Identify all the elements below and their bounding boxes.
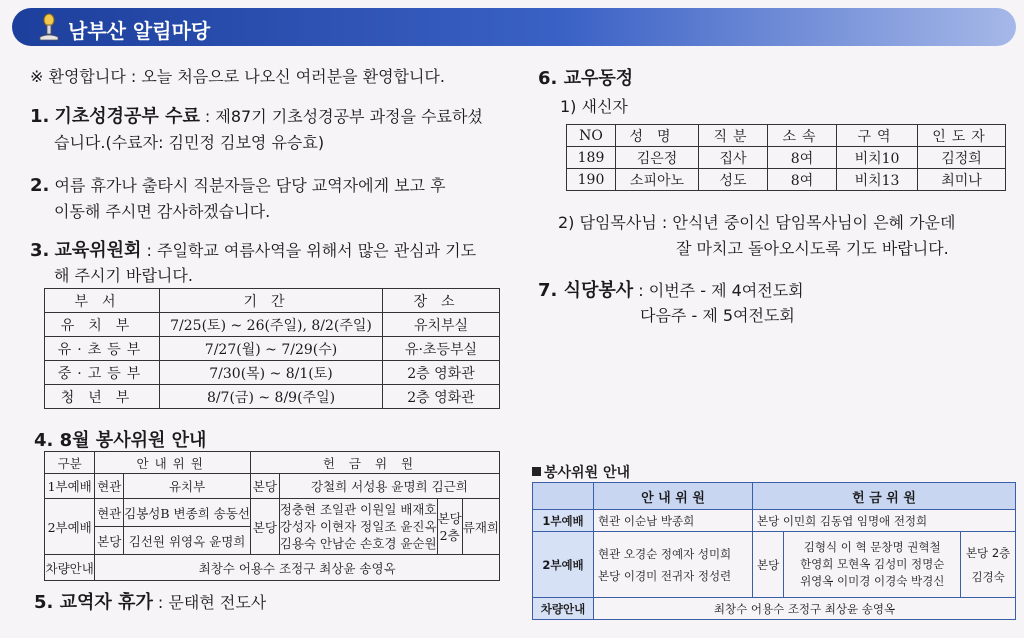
item6b-line1: [558, 210, 955, 236]
item2-text: 여름 휴가나 출타시 직분자들은 담당 교역자에게 보고 후: [54, 176, 446, 195]
item2-line2: 이동해 주시면 감사하겠습니다.: [54, 202, 271, 221]
table-header-row: 부서 기간 장소: [45, 289, 500, 313]
item3-title: 교육위원회: [54, 240, 142, 261]
item7-title: 7. 식당봉사: [538, 280, 634, 301]
table-row: 중·고등부 7/30(목) ~ 8/1(토) 2층 영화관: [45, 361, 500, 385]
item3-line1: [30, 238, 476, 264]
new-members-label: 1) 새신자: [560, 97, 628, 116]
item6b-line2: 잘 마치고 돌아오시도록 기도 바랍니다.: [676, 239, 949, 258]
table-row: 청년부 8/7(금) ~ 8/9(주일) 2층 영화관: [45, 385, 500, 409]
table-header-row: 구분 안내위원 헌금위원: [45, 452, 500, 474]
item1-number: 1.: [30, 106, 50, 127]
table-row: 유치부 7/25(토) ~ 26(주일), 8/2(주일) 유치부실: [45, 313, 500, 337]
table-row: 차량안내 최창수 어용수 조정구 최상윤 송영옥: [533, 598, 1016, 620]
table-row: 1부예배 현관 유치부 본당 강철희 서성용 윤명희 김근희: [45, 474, 500, 499]
item7-line1: [538, 278, 804, 304]
item3-text: : 주일학교 여름사역을 위해서 많은 관심과 기도: [141, 241, 477, 260]
item7-text: : 이번주 - 제 4여전도회: [633, 281, 804, 300]
item1-text: : 제87기 기초성경공부 과정을 수료하셨: [199, 107, 483, 126]
table-row: 2부예배 현관 김봉성B 변종희 송동선 본당 정충현 조일관 이원일 배재호 강성자 이현자 정일조 윤진옥 김용숙 안남순 손호경 윤순원 본당 2층 류재희: [45, 499, 500, 527]
item5-text: : 문태현 전도사: [152, 593, 267, 612]
table-row: 190 소피아노 성도 8여 비치13 최미나: [567, 169, 1006, 191]
table-row: 1부예배 현관 이순남 박종희 본당 이민희 김동엽 임명애 전정희: [533, 510, 1016, 532]
new-members-table: [566, 124, 1006, 191]
august-volunteer-table: [44, 451, 500, 581]
table-row: 본당 김선원 위영옥 윤명희: [45, 527, 500, 555]
item1-line2: 습니다.(수료자: 김민정 김보영 유승효): [54, 133, 325, 152]
table-row: 차량안내 최창수 어용수 조정구 최상윤 송영옥: [45, 555, 500, 581]
volunteer-section-title: 봉사위원 안내: [532, 462, 630, 482]
item5-title: 5. 교역자 휴가: [34, 592, 153, 613]
item1-title: 기초성경공부 수료: [54, 106, 200, 127]
item4-title: 4. 8월 봉사위원 안내: [34, 430, 207, 451]
table-header-row: 안 내 위 원 헌 금 위 원: [533, 483, 1016, 510]
item3-line2: 해 주시기 바랍니다.: [54, 266, 193, 285]
page-title: 남부산 알림마당: [68, 19, 211, 43]
item5: [34, 590, 266, 616]
item2-line1: [30, 173, 446, 199]
table-row: 2부예배 현관 오경순 정예자 성미희 본당 이경미 전귀자 정성련 본당 김형식 이 혁 문창명 권혁철 한영희 모현옥 김성미 정명순 위영옥 이미경 이경숙 박경신 본당 2층 김경숙: [533, 532, 1016, 598]
item3-number: 3.: [30, 240, 50, 261]
item1-line1: [30, 104, 483, 130]
microphone-icon: [36, 13, 60, 41]
welcome-text: ※ 환영합니다 : 오늘 처음으로 나오신 여러분을 환영합니다.: [30, 67, 445, 86]
item6b-text: : 안식년 중이신 담임목사님이 은혜 가운데: [656, 213, 956, 232]
header-banner: [12, 8, 1016, 46]
table-header-row: NO 성명 직분 소속 구역 인도자: [567, 125, 1006, 147]
volunteer-table: [532, 482, 1016, 620]
table-row: 189 김은정 집사 8여 비치10 김정희: [567, 147, 1006, 169]
item6b-label: 2) 담임목사님: [558, 213, 657, 232]
item6-title: 6. 교우동정: [538, 68, 634, 89]
table-row: 유·초등부 7/27(월) ~ 7/29(수) 유·초등부실: [45, 337, 500, 361]
education-table: [44, 288, 500, 409]
item2-number: 2.: [30, 175, 50, 196]
square-bullet-icon: [532, 467, 541, 476]
item7-line2: 다음주 - 제 5여전도회: [640, 306, 795, 325]
